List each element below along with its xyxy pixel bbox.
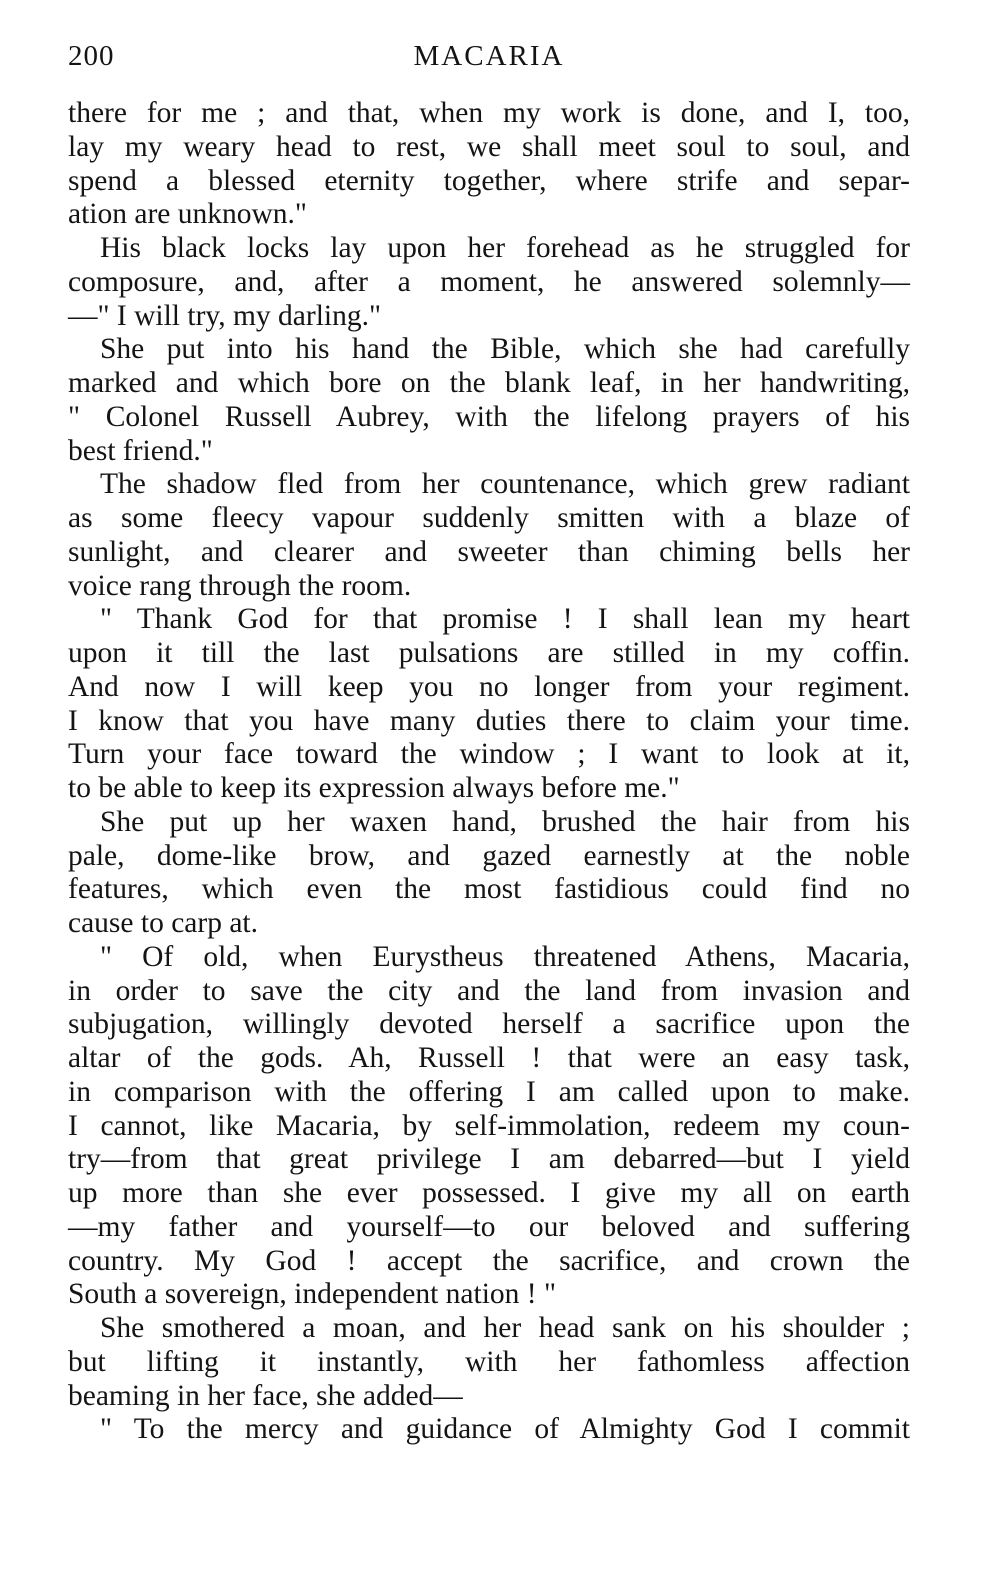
text-line: pale, dome-like brow, and gazed earnestly at the noble <box>68 839 910 872</box>
body-text <box>68 97 910 1447</box>
book-title: MACARIA <box>413 40 565 72</box>
text-line: I cannot, like Macaria, by self-immolation, redeem my coun- <box>68 1109 910 1142</box>
running-head <box>68 40 910 80</box>
text-line: as some fleecy vapour suddenly smitten with a blaze of <box>68 502 910 534</box>
text-line: And now I will keep you no longer from your regiment. <box>68 670 910 703</box>
text-line: to be able to keep its expression always before me." <box>68 772 680 804</box>
text-line: try—from that great privilege I am debarred—but I yield <box>68 1143 910 1176</box>
text-line: She put up her waxen hand, brushed the hair from his <box>100 805 910 838</box>
text-line: " Of old, when Eurystheus threatened Athens, Macaria, <box>100 940 910 973</box>
text-line: altar of the gods. Ah, Russell ! that were an easy task, <box>68 1042 910 1074</box>
text-line: —" I will try, my darling." <box>68 299 382 332</box>
text-line: South a sovereign, independent nation ! " <box>68 1278 557 1311</box>
text-line: Turn your face toward the window ; I want to look at it, <box>68 738 910 771</box>
text-line: but lifting it instantly, with her fathomless affection <box>68 1345 910 1378</box>
text-line: ation are unknown." <box>68 198 307 231</box>
text-line: composure, and, after a moment, he answered solemnly— <box>68 265 910 298</box>
text-line: sunlight, and clearer and sweeter than chiming bells her <box>68 535 910 568</box>
text-line: " Thank God for that promise ! I shall lean my heart <box>100 603 910 636</box>
text-line: —my father and yourself—to our beloved and suffering <box>68 1210 910 1243</box>
page-number: 200 <box>68 40 115 72</box>
text-line: up more than she ever possessed. I give my all on earth <box>68 1177 910 1209</box>
text-line: in order to save the city and the land from invasion and <box>68 974 910 1007</box>
text-line: lay my weary head to rest, we shall meet soul to soul, and <box>68 130 910 163</box>
text-line: spend a blessed eternity together, where strife and separ- <box>68 164 910 197</box>
text-line: there for me ; and that, when my work is done, and I, too, <box>68 97 910 129</box>
text-line: best friend." <box>68 434 213 467</box>
text-line: " To the mercy and guidance of Almighty God I commit <box>100 1413 910 1446</box>
text-line: subjugation, willingly devoted herself a sacrifice upon the <box>68 1008 910 1041</box>
text-line: I know that you have many duties there to claim your time. <box>68 704 910 737</box>
text-line: marked and which bore on the blank leaf, in her handwriting, <box>68 367 910 399</box>
text-line: voice rang through the room. <box>68 569 412 602</box>
text-line: She put into his hand the Bible, which she had carefully <box>100 333 910 366</box>
text-line: upon it till the last pulsations are stilled in my coffin. <box>68 637 910 669</box>
text-line: She smothered a moan, and her head sank on his shoulder ; <box>100 1312 910 1344</box>
text-line: beaming in her face, she added— <box>68 1379 463 1412</box>
text-line: country. My God ! accept the sacrifice, and crown the <box>68 1244 910 1277</box>
text-line: " Colonel Russell Aubrey, with the lifelong prayers of his <box>68 400 910 433</box>
text-line: His black locks lay upon her forehead as he struggled for <box>100 232 910 264</box>
text-line: in comparison with the offering I am called upon to make. <box>68 1075 910 1108</box>
text-line: cause to carp at. <box>68 907 259 939</box>
text-line: features, which even the most fastidious could find no <box>68 873 910 906</box>
text-line: The shadow fled from her countenance, which grew radiant <box>100 468 910 501</box>
